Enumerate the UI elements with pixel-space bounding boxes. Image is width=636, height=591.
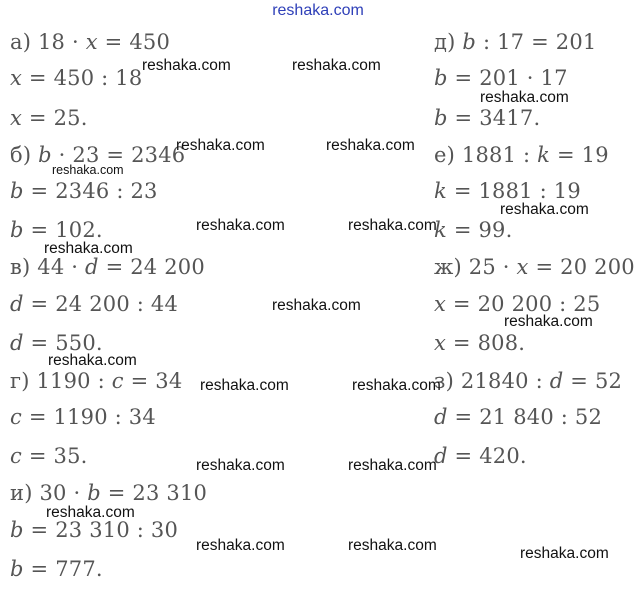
equation-line: ж) 25 · x = 20 200 bbox=[434, 255, 635, 279]
equation-line: x = 808. bbox=[434, 331, 526, 355]
equation-line: b = 3417. bbox=[434, 106, 541, 130]
variable: x bbox=[434, 331, 447, 355]
equation-line: x = 25. bbox=[10, 106, 88, 130]
variable: b bbox=[38, 143, 52, 167]
equation-line: b = 2346 : 23 bbox=[10, 179, 158, 203]
variable: d bbox=[434, 405, 448, 429]
watermark-text: reshaka.com bbox=[142, 57, 231, 74]
equation-line: b = 777. bbox=[10, 557, 103, 581]
equation-line: x = 450 : 18 bbox=[10, 66, 143, 90]
equation-line: г) 1190 : c = 34 bbox=[10, 369, 183, 393]
equation-line: b = 201 · 17 bbox=[434, 66, 568, 90]
variable: b bbox=[434, 106, 448, 130]
variable: k bbox=[434, 179, 447, 203]
watermark-text: reshaka.com bbox=[348, 457, 437, 474]
variable: b bbox=[10, 518, 24, 542]
watermark-text: reshaka.com bbox=[272, 297, 361, 314]
variable: x bbox=[10, 106, 23, 130]
watermark-text: reshaka.com bbox=[480, 89, 569, 106]
variable: c bbox=[10, 405, 22, 429]
equation-line: и) 30 · b = 23 310 bbox=[10, 481, 208, 505]
equation-line: з) 21840 : d = 52 bbox=[434, 369, 623, 393]
equation-line: k = 99. bbox=[434, 218, 513, 242]
variable: k bbox=[434, 218, 447, 242]
watermark-text: reshaka.com bbox=[196, 217, 285, 234]
site-header-link[interactable]: reshaka.com bbox=[272, 2, 364, 19]
equation-line: d = 24 200 : 44 bbox=[10, 292, 179, 316]
watermark-text: reshaka.com bbox=[200, 377, 289, 394]
watermark-text: reshaka.com bbox=[352, 377, 441, 394]
equation-line: d = 550. bbox=[10, 331, 103, 355]
variable: b bbox=[10, 218, 24, 242]
watermark-text: reshaka.com bbox=[520, 545, 609, 562]
variable: d bbox=[549, 369, 564, 393]
variable: b bbox=[10, 557, 24, 581]
equation-line: b = 102. bbox=[10, 218, 103, 242]
equation-line: c = 35. bbox=[10, 444, 88, 468]
equation-line: k = 1881 : 19 bbox=[434, 179, 581, 203]
variable: b bbox=[87, 481, 101, 505]
watermark-text: reshaka.com bbox=[196, 457, 285, 474]
watermark-text: reshaka.com bbox=[292, 57, 381, 74]
variable: x bbox=[10, 66, 23, 90]
equation-line: д) b : 17 = 201 bbox=[434, 30, 597, 54]
watermark-text: reshaka.com bbox=[326, 137, 415, 154]
variable: b bbox=[434, 66, 448, 90]
equation-line: b = 23 310 : 30 bbox=[10, 518, 179, 542]
watermark-text: reshaka.com bbox=[348, 217, 437, 234]
equation-line: б) b · 23 = 2346 bbox=[10, 143, 186, 167]
equation-line: е) 1881 : k = 19 bbox=[434, 143, 609, 167]
variable: b bbox=[462, 30, 477, 54]
variable: b bbox=[10, 179, 24, 203]
watermark-text: reshaka.com bbox=[196, 537, 285, 554]
equation-line: в) 44 · d = 24 200 bbox=[10, 255, 205, 279]
equation-line: d = 21 840 : 52 bbox=[434, 405, 603, 429]
equation-line: а) 18 · x = 450 bbox=[10, 30, 171, 54]
watermark-text: reshaka.com bbox=[500, 201, 589, 218]
variable: d bbox=[10, 292, 24, 316]
variable: x bbox=[516, 255, 529, 279]
watermark-text: reshaka.com bbox=[348, 537, 437, 554]
watermark-text: reshaka.com bbox=[504, 313, 593, 330]
equation-line: x = 20 200 : 25 bbox=[434, 292, 601, 316]
variable: d bbox=[434, 444, 448, 468]
watermark-text: reshaka.com bbox=[52, 163, 124, 177]
variable: c bbox=[111, 369, 124, 393]
watermark-text: reshaka.com bbox=[176, 137, 265, 154]
variable: d bbox=[10, 331, 24, 355]
variable: x bbox=[85, 30, 98, 54]
variable: k bbox=[537, 143, 551, 167]
variable: x bbox=[434, 292, 447, 316]
variable: c bbox=[10, 444, 22, 468]
equation-line: d = 420. bbox=[434, 444, 527, 468]
watermark-text: reshaka.com bbox=[44, 240, 133, 257]
watermark-text: reshaka.com bbox=[46, 504, 135, 521]
equation-line: c = 1190 : 34 bbox=[10, 405, 156, 429]
watermark-text: reshaka.com bbox=[48, 352, 137, 369]
variable: d bbox=[85, 255, 99, 279]
